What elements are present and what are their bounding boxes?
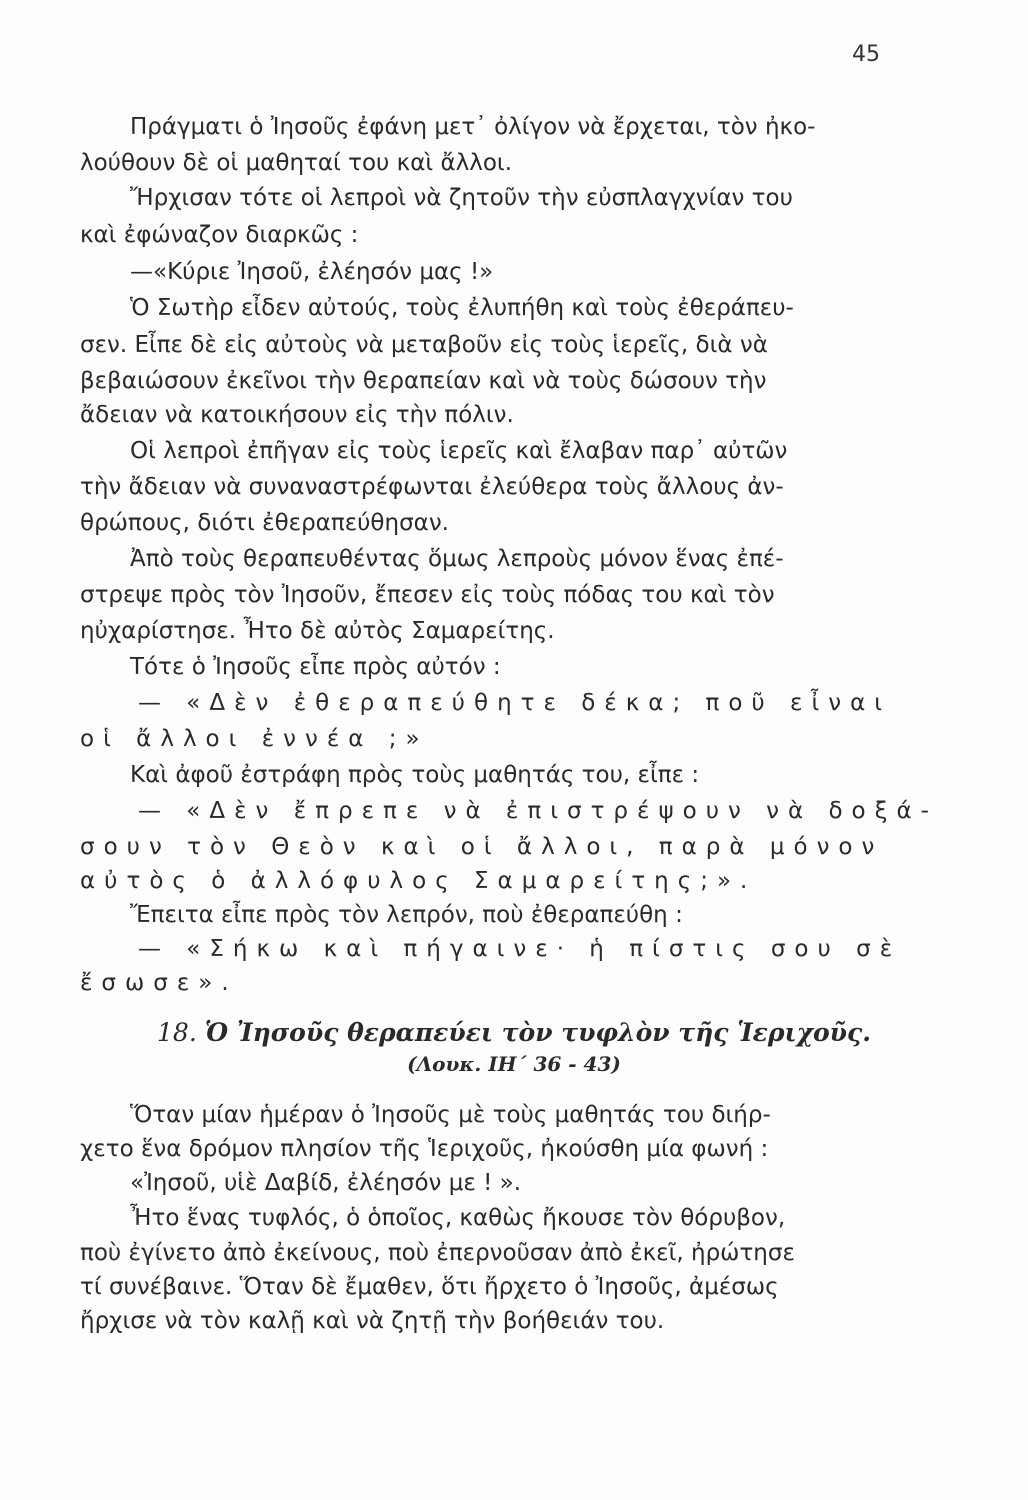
text-line: Ἔπειτα εἶπε πρὸς τὸν λεπρόν, ποὺ ἐθεραπεύθη : <box>130 902 683 928</box>
text-line: θρώπους, διότι ἐθεραπεύθησαν. <box>80 510 449 536</box>
text-line: τί συνέβαινε. Ὅταν δὲ ἔμαθεν, ὅτι ἤρχετο ὁ Ἰησοῦς, ἀμέσως <box>80 1274 779 1300</box>
text-line: σεν. Εἶπε δὲ εἰς αὐτοὺς νὰ μεταβοῦν εἰς τοὺς ἱερεῖς, διὰ νὰ <box>80 332 768 358</box>
text-line: χετο ἕνα δρόμον πλησίον τῆς Ἱεριχοῦς, ἠκούσθη μία φωνή : <box>80 1136 769 1162</box>
text-line: Καὶ ἀφοῦ ἐστράφη πρὸς τοὺς μαθητάς του, εἶπε : <box>130 762 700 788</box>
dialog-line: αὐτὸς ὁ ἀλλόφυλος Σαμαρείτης;». <box>80 868 757 894</box>
text-line: λούθουν δὲ οἱ μαθηταί του καὶ ἄλλοι. <box>80 150 513 176</box>
text-line: Πράγματι ὁ Ἰησοῦς ἐφάνη μετ᾽ ὀλίγον νὰ ἔρχεται, τὸν ἠκο- <box>130 114 816 140</box>
text-line: τὴν ἄδειαν νὰ συναναστρέφωνται ἐλεύθερα τοὺς ἄλλους ἀν- <box>80 474 784 500</box>
text-line: Οἱ λεπροὶ ἐπῆγαν εἰς τοὺς ἱερεῖς καὶ ἔλαβαν παρ᾽ αὐτῶν <box>130 438 788 464</box>
dialog-line: — «Δὲν ἔπρεπε νὰ ἐπιστρέψουν νὰ δοξά- <box>138 798 938 824</box>
text-line: ἤρχισε νὰ τὸν καλῇ καὶ νὰ ζητῇ τὴν βοήθειάν του. <box>80 1308 665 1334</box>
text-line: στρεψε πρὸς τὸν Ἰησοῦν, ἔπεσεν εἰς τοὺς πόδας του καὶ τὸν <box>80 582 775 608</box>
text-line: Ἦτο ἕνας τυφλός, ὁ ὁποῖος, καθὼς ἤκουσε τὸν θόρυβον, <box>130 1205 786 1231</box>
text-line: ηὐχαρίστησε. Ἦτο δὲ αὐτὸς Σαμαρείτης. <box>80 618 555 644</box>
text-line: Ὅταν μίαν ἡμέραν ὁ Ἰησοῦς μὲ τοὺς μαθητάς του διήρ- <box>130 1102 771 1128</box>
section-title: Ὁ Ἰησοῦς θεραπεύει τὸν τυφλὸν τῆς Ἱεριχοῦς. <box>204 1018 871 1047</box>
dialog-line: — «Δὲν ἐθεραπεύθητε δέκα; ποῦ εἶναι <box>138 690 892 716</box>
dialog-line: ἔσωσε». <box>80 970 238 996</box>
dialog-line: οἱ ἄλλοι ἐννέα ;» <box>80 726 429 752</box>
text-line: ἄδειαν νὰ κατοικήσουν εἰς τὴν πόλιν. <box>80 402 514 428</box>
text-line: Ὁ Σωτὴρ εἶδεν αὐτούς, τοὺς ἐλυπήθη καὶ τοὺς ἐθεράπευ- <box>130 295 794 321</box>
dialog-line: σουν τὸν Θεὸν καὶ οἱ ἄλλοι, παρὰ μόνον <box>80 834 884 860</box>
section-number: 18. <box>157 1018 197 1047</box>
text-line: Ἀπὸ τοὺς θεραπευθέντας ὅμως λεπροὺς μόνον ἕνας ἐπέ- <box>130 546 784 572</box>
text-line: βεβαιώσουν ἐκεῖνοι τὴν θεραπείαν καὶ νὰ τοὺς δώσουν τὴν <box>80 368 767 394</box>
text-line: καὶ ἐφώναζον διαρκῶς : <box>80 222 359 248</box>
text-line: Τότε ὁ Ἰησοῦς εἶπε πρὸς αὐτόν : <box>130 654 501 680</box>
text-line: Ἤρχισαν τότε οἱ λεπροὶ νὰ ζητοῦν τὴν εὐσπλαγχνίαν του <box>130 185 793 211</box>
section-heading <box>0 1018 1028 1047</box>
text-line: ποὺ ἐγίνετο ἀπὸ ἐκείνους, ποὺ ἐπερνοῦσαν ἀπὸ ἐκεῖ, ἠρώτησε <box>80 1240 795 1266</box>
page-number: 45 <box>852 42 880 67</box>
text-line: —«Κύριε Ἰησοῦ, ἐλέησόν μας !» <box>130 259 494 285</box>
section-reference: (Λουκ. ΙΗ´ 36 - 43) <box>407 1052 621 1076</box>
dialog-line: — «Σήκω καὶ πήγαινε· ἡ πίστις σου σὲ <box>138 936 902 962</box>
text-line: «Ἰησοῦ, υἱὲ Δαβίδ, ἐλέησόν με ! ». <box>130 1170 521 1196</box>
